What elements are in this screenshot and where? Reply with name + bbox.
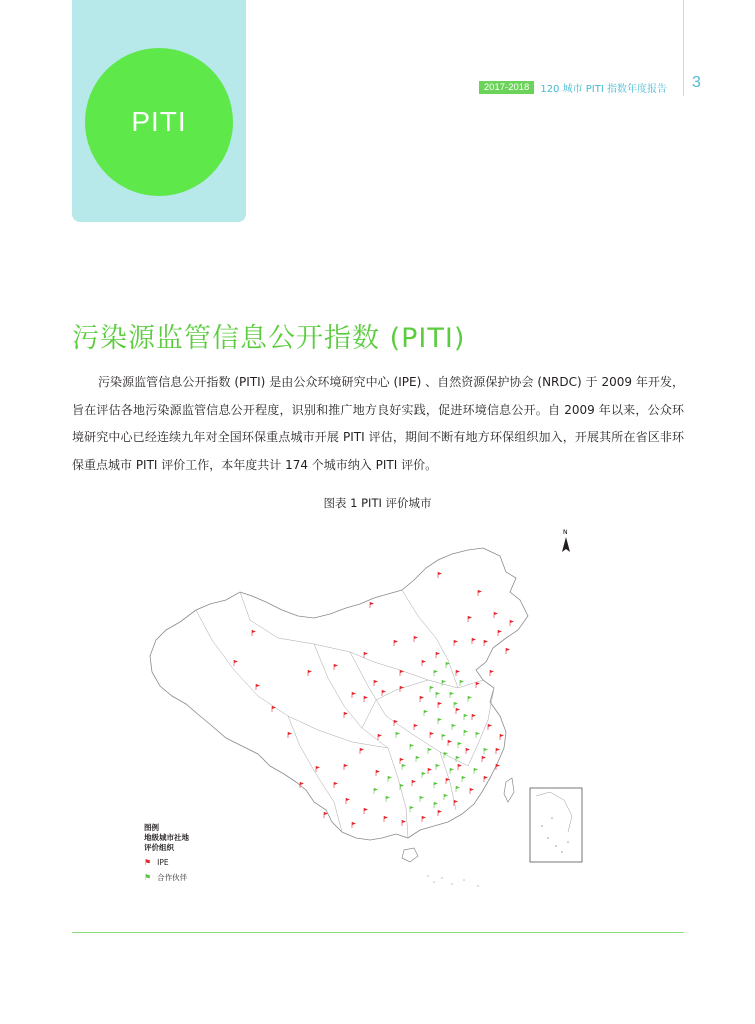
- ipe-city-marker: [484, 640, 488, 646]
- partner-city-marker: [442, 680, 446, 686]
- partner-city-marker: [410, 806, 414, 812]
- ipe-city-marker: [494, 612, 498, 618]
- page-number: 3: [692, 74, 701, 91]
- ipe-city-marker: [234, 660, 238, 666]
- ipe-city-marker: [438, 572, 442, 578]
- ipe-city-marker: [468, 616, 472, 622]
- partner-city-marker: [454, 702, 458, 708]
- ipe-city-marker: [488, 724, 492, 730]
- partner-city-marker: [402, 764, 406, 770]
- partner-city-marker: [438, 718, 442, 724]
- ipe-city-marker: [420, 696, 424, 702]
- hainan-island: [402, 848, 418, 862]
- ipe-city-marker: [470, 788, 474, 794]
- ipe-city-marker: [360, 748, 364, 754]
- legend-item-ipe: [144, 858, 189, 868]
- partner-city-marker: [452, 724, 456, 730]
- figure-caption: 图表 1 PITI 评价城市: [323, 496, 432, 510]
- ipe-city-marker: [456, 708, 460, 714]
- partner-city-marker: [468, 696, 472, 702]
- partner-city-marker: [464, 730, 468, 736]
- ipe-city-marker: [344, 764, 348, 770]
- ipe-city-marker: [430, 732, 434, 738]
- legend-subtitle-line2: 评价组织: [144, 843, 174, 852]
- ipe-city-marker: [400, 758, 404, 764]
- partner-city-marker: [416, 756, 420, 762]
- ipe-city-marker: [506, 648, 510, 654]
- ipe-city-marker: [422, 816, 426, 822]
- ipe-city-marker: [496, 764, 500, 770]
- ipe-city-marker: [346, 798, 350, 804]
- ipe-city-marker: [316, 766, 320, 772]
- taiwan-island: [504, 778, 514, 802]
- scattered-islets: [427, 875, 479, 887]
- ipe-city-marker: [456, 670, 460, 676]
- legend-title: 图例: [144, 823, 159, 832]
- partner-city-marker: [442, 734, 446, 740]
- partner-city-marker: [450, 768, 454, 774]
- ipe-city-marker: [428, 768, 432, 774]
- ipe-city-marker: [334, 782, 338, 788]
- china-map: [138, 520, 598, 905]
- legend-subtitle-line1: 地级城市社地: [144, 833, 189, 842]
- partner-city-marker: [424, 710, 428, 716]
- ipe-city-marker: [436, 652, 440, 658]
- ipe-city-marker: [256, 684, 260, 690]
- partner-city-marker: [434, 670, 438, 676]
- partner-city-marker: [474, 768, 478, 774]
- partner-city-marker: [374, 788, 378, 794]
- map-svg: [138, 520, 598, 905]
- partner-city-marker: [410, 744, 414, 750]
- ipe-city-marker: [272, 706, 276, 712]
- partner-city-marker: [420, 796, 424, 802]
- ipe-city-marker: [394, 640, 398, 646]
- city-flags: [234, 572, 514, 828]
- partner-city-marker: [396, 732, 400, 738]
- ipe-city-marker: [376, 770, 380, 776]
- ipe-city-marker: [378, 734, 382, 740]
- year-badge: 2017-2018: [479, 81, 534, 94]
- ipe-city-marker: [412, 780, 416, 786]
- ipe-city-marker: [414, 724, 418, 730]
- ipe-city-marker: [352, 822, 356, 828]
- body-paragraph: 污染源监管信息公开指数 (PITI) 是由公众环境研究中心 (IPE) 、自然资源保护协会 (NRDC) 于 2009 年开发，旨在评估各地污染源监管信息公开程度，识别和推广地方良好实践，促进环境信息公开。自 2009 年以来，公众环境研究中心已经连续九年对全国环保重点城市开展 PITI 评估，期间不断有地方环保组织加入，开展其所在省区非环保重点城市 PITI 评价工作，本年度共计 174 个城市纳入 PITI 评价。: [72, 375, 684, 472]
- piti-badge-label: PITI: [131, 106, 187, 137]
- ipe-city-marker: [422, 660, 426, 666]
- ipe-city-marker: [364, 696, 368, 702]
- ipe-city-marker: [252, 630, 256, 636]
- ipe-city-marker: [288, 732, 292, 738]
- ipe-city-marker: [370, 602, 374, 608]
- partner-city-marker: [388, 776, 392, 782]
- ipe-city-marker: [374, 680, 378, 686]
- ipe-city-marker: [438, 810, 442, 816]
- north-label: N: [563, 529, 568, 536]
- partner-city-marker: [464, 714, 468, 720]
- south-sea-inset: [530, 788, 582, 862]
- partner-city-marker: [476, 732, 480, 738]
- partner-city-marker: [436, 764, 440, 770]
- partner-city-marker: [430, 686, 434, 692]
- header-divider: [683, 0, 684, 96]
- ipe-city-marker: [384, 816, 388, 822]
- ipe-city-marker: [400, 670, 404, 676]
- running-header: [479, 80, 667, 94]
- ipe-city-marker: [500, 734, 504, 740]
- ipe-city-marker: [454, 640, 458, 646]
- ipe-city-marker: [352, 692, 356, 698]
- ipe-city-marker: [458, 764, 462, 770]
- partner-city-marker: [386, 796, 390, 802]
- ipe-city-marker: [476, 682, 480, 688]
- ipe-city-marker: [472, 714, 476, 720]
- partner-city-marker: [456, 786, 460, 792]
- section-title: 污染源监管信息公开指数 (PITI): [72, 323, 466, 354]
- ipe-city-marker: [490, 670, 494, 676]
- ipe-city-marker: [496, 748, 500, 754]
- ipe-city-marker: [308, 670, 312, 676]
- ipe-city-marker: [466, 748, 470, 754]
- partner-city-marker: [434, 782, 438, 788]
- piti-badge: [85, 48, 233, 196]
- ipe-city-marker: [364, 652, 368, 658]
- partner-city-marker: [460, 680, 464, 686]
- partner-city-marker: [434, 802, 438, 808]
- ipe-city-marker: [438, 702, 442, 708]
- north-arrow-icon: [562, 529, 570, 552]
- legend-label-partner: 合作伙伴: [157, 873, 188, 882]
- map-legend: [144, 823, 189, 883]
- ipe-city-marker: [484, 776, 488, 782]
- ipe-city-marker: [498, 630, 502, 636]
- ipe-city-marker: [478, 590, 482, 596]
- bottom-rule: [72, 932, 684, 933]
- report-title: 120 城市 PITI 指数年度报告: [540, 83, 667, 95]
- legend-label-ipe: IPE: [157, 858, 169, 867]
- ipe-city-marker: [482, 756, 486, 762]
- ipe-city-marker: [446, 778, 450, 784]
- partner-city-marker: [422, 772, 426, 778]
- partner-city-marker: [446, 662, 450, 668]
- ipe-city-marker: [400, 686, 404, 692]
- ipe-city-marker: [344, 712, 348, 718]
- ipe-city-marker: [364, 808, 368, 814]
- partner-city-marker: [450, 692, 454, 698]
- legend-item-partner: [144, 873, 189, 883]
- ipe-city-marker: [402, 820, 406, 826]
- partner-city-marker: [458, 742, 462, 748]
- ipe-city-marker: [414, 636, 418, 642]
- partner-city-marker: [428, 748, 432, 754]
- ipe-city-marker: [510, 620, 514, 626]
- red-flag-icon: ⚑: [144, 858, 152, 867]
- partner-city-marker: [484, 748, 488, 754]
- ipe-city-marker: [448, 740, 452, 746]
- partner-city-marker: [444, 794, 448, 800]
- partner-city-marker: [462, 776, 466, 782]
- mainland-outline: [150, 548, 528, 840]
- green-flag-icon: ⚑: [144, 873, 152, 882]
- ipe-city-marker: [334, 664, 338, 670]
- partner-city-marker: [436, 692, 440, 698]
- ipe-city-marker: [472, 638, 476, 644]
